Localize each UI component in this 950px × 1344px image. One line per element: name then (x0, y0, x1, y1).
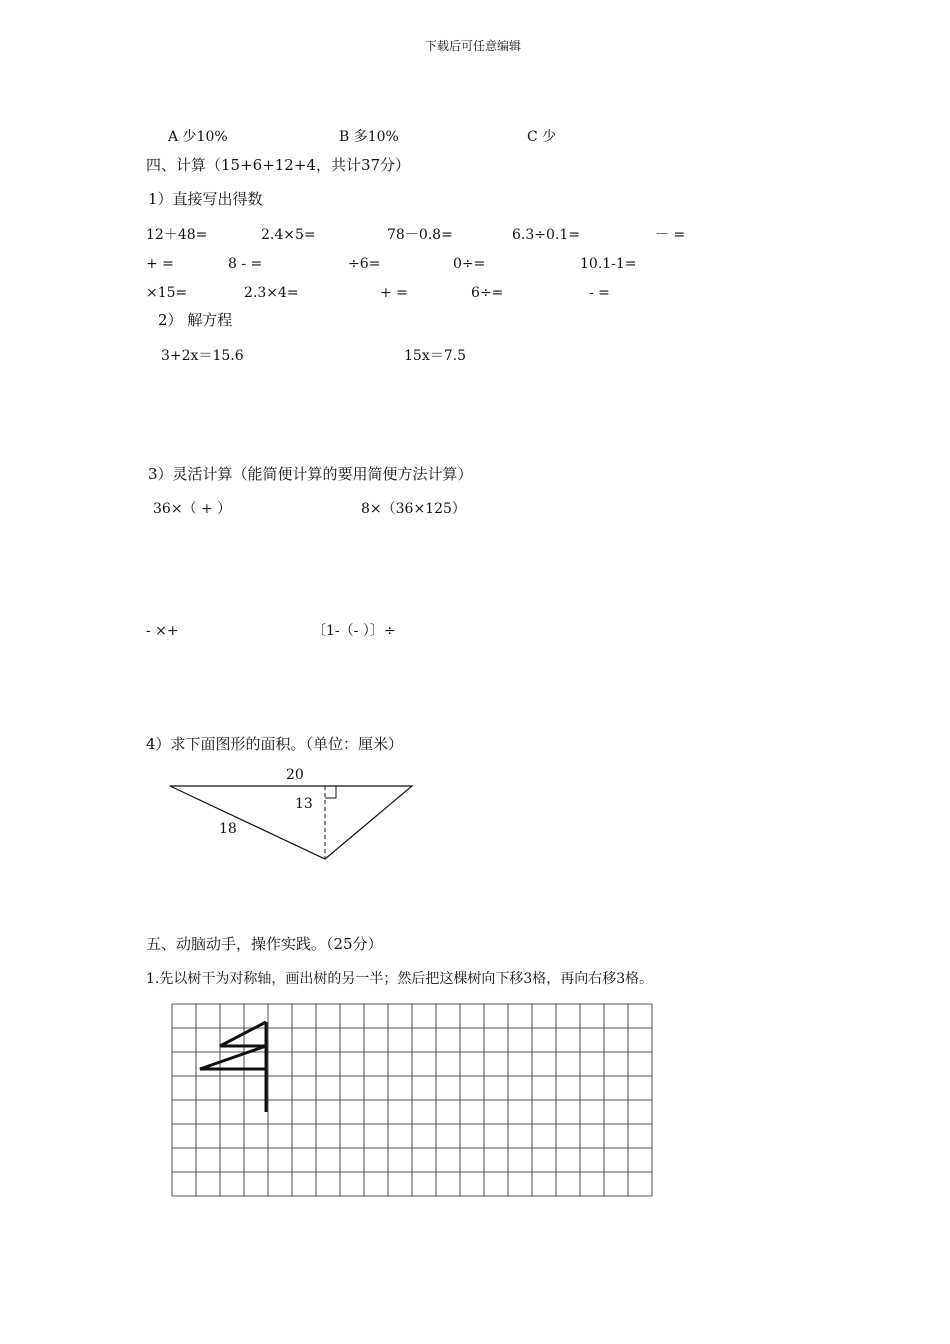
calc-item: 6÷= (471, 285, 504, 301)
calc-expression: 〔1-（- ）〕÷ (312, 623, 396, 639)
part4-title: 4）求下面图形的面积。（单位：厘米） (146, 735, 404, 753)
calc-item: 10.1-1= (580, 256, 637, 272)
calc-item: 8 - = (228, 256, 263, 272)
label-top: 20 (286, 767, 304, 783)
section5-title: 五、动脑动手，操作实践。（25分） (146, 935, 383, 953)
calc-item: + = (380, 285, 408, 301)
calc-item: － = (655, 227, 686, 243)
part2-title: 2） 解方程 (158, 311, 233, 329)
choice-b: B 多10% (339, 129, 399, 145)
calc-item: 2.4×5= (261, 227, 316, 243)
calc-expression: - ×+ (146, 623, 179, 639)
calc-item: 12＋48= (146, 227, 208, 243)
label-side: 18 (219, 821, 237, 837)
calc-item: 78－0.8= (387, 227, 453, 243)
triangle-figure (170, 786, 412, 859)
calc-item: 2.3×4= (244, 285, 299, 301)
label-height: 13 (295, 796, 313, 812)
calc-item: 0÷= (453, 256, 486, 272)
section4-title: 四、计算（15+6+12+4，共计37分） (146, 156, 411, 174)
half-tree-drawing (200, 1022, 266, 1112)
equation-2: 15x＝7.5 (404, 348, 466, 364)
page-header: 下载后可任意编辑 (425, 39, 522, 53)
calc-expression: 36×（ + ） (153, 501, 232, 517)
choice-c: C 少 (527, 129, 557, 145)
calc-item: 6.3÷0.1= (512, 227, 580, 243)
calc-expression: 8×（36×125） (361, 501, 466, 517)
calc-item: ÷6= (348, 256, 381, 272)
part3-title: 3）灵活计算（能简便计算的要用简便方法计算） (148, 465, 473, 483)
part1-title: 1）直接写出得数 (148, 190, 263, 208)
equation-1: 3+2x＝15.6 (161, 348, 244, 364)
question-1: 1.先以树干为对称轴，画出树的另一半；然后把这棵树向下移3格，再向右移3格。 (146, 971, 654, 987)
calc-item: + = (146, 256, 174, 272)
calc-item: - = (589, 285, 610, 301)
calc-item: ×15= (146, 285, 188, 301)
choice-a: A 少10% (168, 129, 228, 145)
